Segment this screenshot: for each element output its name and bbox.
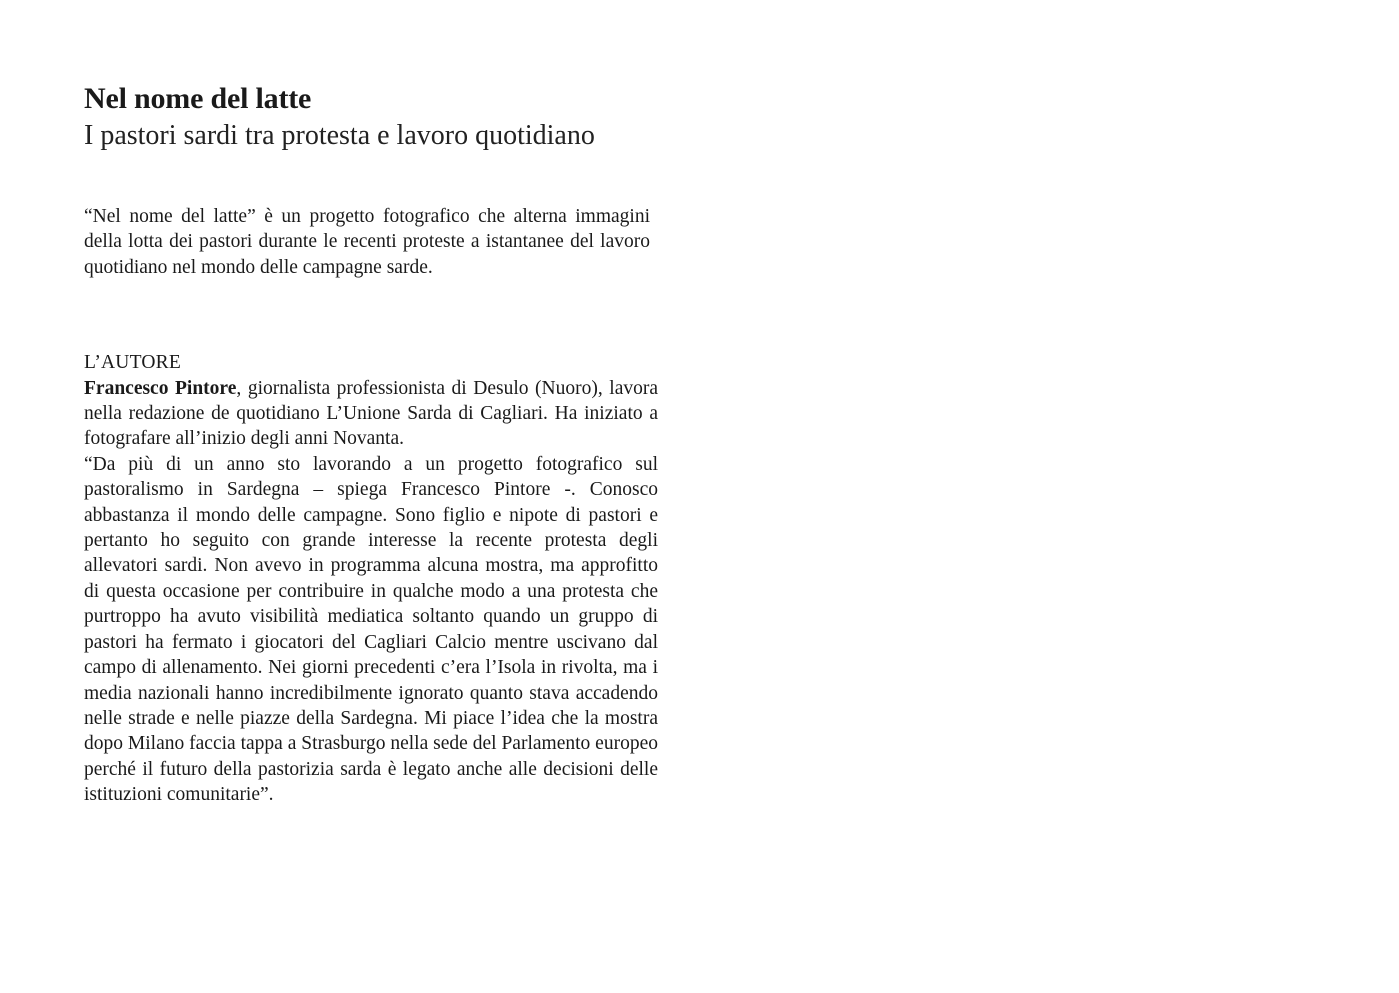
author-quote: “Da più di un anno sto lavorando a un progetto fotografico sul pastoralismo in Sardegna – spiega Francesco Pintore -. Conosco abbastanza il mondo delle campagne. Sono figlio e nipote di pastori e pertanto ho seguito con grande interesse la recente protesta degli allevatori sardi. Non avevo in programma alcuna mostra, ma approfitto di questa occasione per contribuire in qualche modo a una protesta che purtroppo ha avuto visibilità mediatica soltanto quando un gruppo di pastori ha fermato i giocatori del Cagliari Calcio mentre uscivano dal campo di allenamento. Nei giorni precedenti c’era l’Isola in rivolta, ma i media nazionali hanno incredibilmente ignorato quanto stava accadendo nelle strade e nelle piazze della Sardegna. Mi piace l’idea che la mostra dopo Milano faccia tappa a Strasburgo nella sede del Parlamento europeo perché il futuro della pastorizia sarda è legato anche alle decisioni delle istituzioni comunitarie”.	[84, 453, 658, 806]
intro-paragraph: “Nel nome del latte” è un progetto fotografico che alterna immagini della lotta dei pastori durante le recenti proteste a istantanee del lavoro quotidiano nel mondo delle campagne sarde.	[84, 206, 650, 278]
page-subtitle: I pastori sardi tra protesta e lavoro quotidiano	[84, 120, 595, 151]
author-name: Francesco Pintore	[84, 377, 237, 399]
text-column	[84, 80, 658, 808]
author-bio	[84, 376, 658, 452]
author-bio-text: , giornalista professionista di Desulo (Nuoro), lavora nella redazione de quotidiano L’Unione Sarda di Cagliari. Ha iniziato a fotografare all’inizio degli anni Novanta.	[84, 377, 658, 450]
author-section	[84, 350, 658, 807]
page-title: Nel nome del latte	[84, 82, 312, 115]
author-section-label: L’AUTORE	[84, 352, 181, 374]
